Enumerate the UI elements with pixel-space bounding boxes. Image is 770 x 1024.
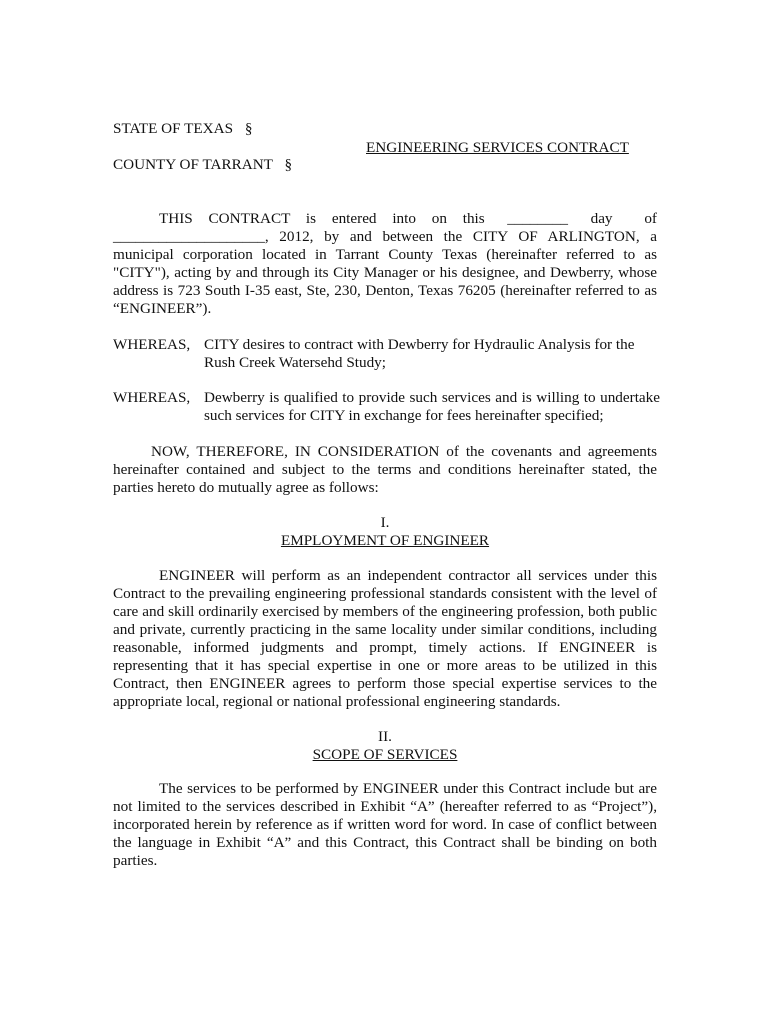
now-therefore-paragraph	[113, 443, 657, 497]
county-line	[113, 156, 292, 174]
intro-line1-b: day of	[590, 210, 657, 227]
intro-first-line	[113, 210, 657, 228]
whereas-text-1: CITY desires to contract with Dewberry for Hydraulic Analysis for the Rush Creek Watersehd Study;	[204, 336, 635, 371]
section-2-number: II.	[378, 728, 392, 745]
section-symbol: §	[244, 120, 253, 137]
section-2-body-wrap	[113, 780, 657, 870]
intro-body: , 2012, by and between the CITY OF ARLINGTON, a municipal corporation located in Tarrant County Texas (hereinafter referred to as "CITY"), acting by and through its City Manager or his designee, and Dewberry, whose address is 723 South I-35 east, Ste, 230, Denton, Texas 76205 (hereinafter referred to as “ENGINEER”).	[113, 228, 657, 317]
section-1-heading-wrap	[113, 532, 657, 550]
section-1-heading: EMPLOYMENT OF ENGINEER	[280, 532, 490, 549]
whereas-label-1: WHEREAS,	[113, 336, 191, 353]
section-2-heading-wrap	[113, 746, 657, 764]
date-blank-day: ________	[507, 210, 569, 227]
now-therefore-text: NOW, THEREFORE, IN CONSIDERATION of the covenants and agreements hereinafter contained and subject to the terms and conditions hereinafter stated, the parties hereto do mutually agree as follows:	[113, 443, 657, 496]
section-1-body-wrap	[113, 567, 657, 711]
intro-paragraph	[113, 210, 657, 318]
intro-rest	[113, 228, 657, 318]
section-2-body: The services to be performed by ENGINEER under this Contract include but are not limited to the services described in Exhibit “A” (hereafter referred to as “Project”), incorporated herein by reference as if written word for word. In case of conflict between the language in Exhibit “A” and this Contract, this Contract shall be binding on both parties.	[113, 780, 657, 869]
contract-title: ENGINEERING SERVICES CONTRACT	[366, 139, 629, 156]
state-label: STATE OF TEXAS	[113, 120, 234, 137]
date-blank-month: ____________________	[113, 228, 265, 245]
intro-line1-a: THIS CONTRACT is entered into on this	[159, 210, 485, 227]
state-line	[113, 120, 252, 138]
section-1-number: I.	[380, 514, 390, 531]
section-symbol: §	[284, 156, 293, 173]
whereas-label-2: WHEREAS,	[113, 389, 191, 406]
section-2-heading: SCOPE OF SERVICES	[312, 746, 458, 763]
section-1-body: ENGINEER will perform as an independent contractor all services under this Contract to the prevailing engineering professional standards consistent with the level of care and skill ordinarily exercised by members of the engineering profession, both public and private, currently practicing in the same locality under similar conditions, including reasonable, informed judgments and prompt, timely actions. If ENGINEER is representing that it has special expertise in one or more areas to be utilized in this Contract, then ENGINEER agrees to perform those special expertise services to the appropriate local, regional or national professional engineering standards.	[113, 567, 657, 710]
county-label: COUNTY OF TARRANT	[113, 156, 273, 173]
whereas-text-2: Dewberry is qualified to provide such services and is willing to undertake such services for CITY in exchange for fees hereinafter specified;	[204, 389, 660, 424]
